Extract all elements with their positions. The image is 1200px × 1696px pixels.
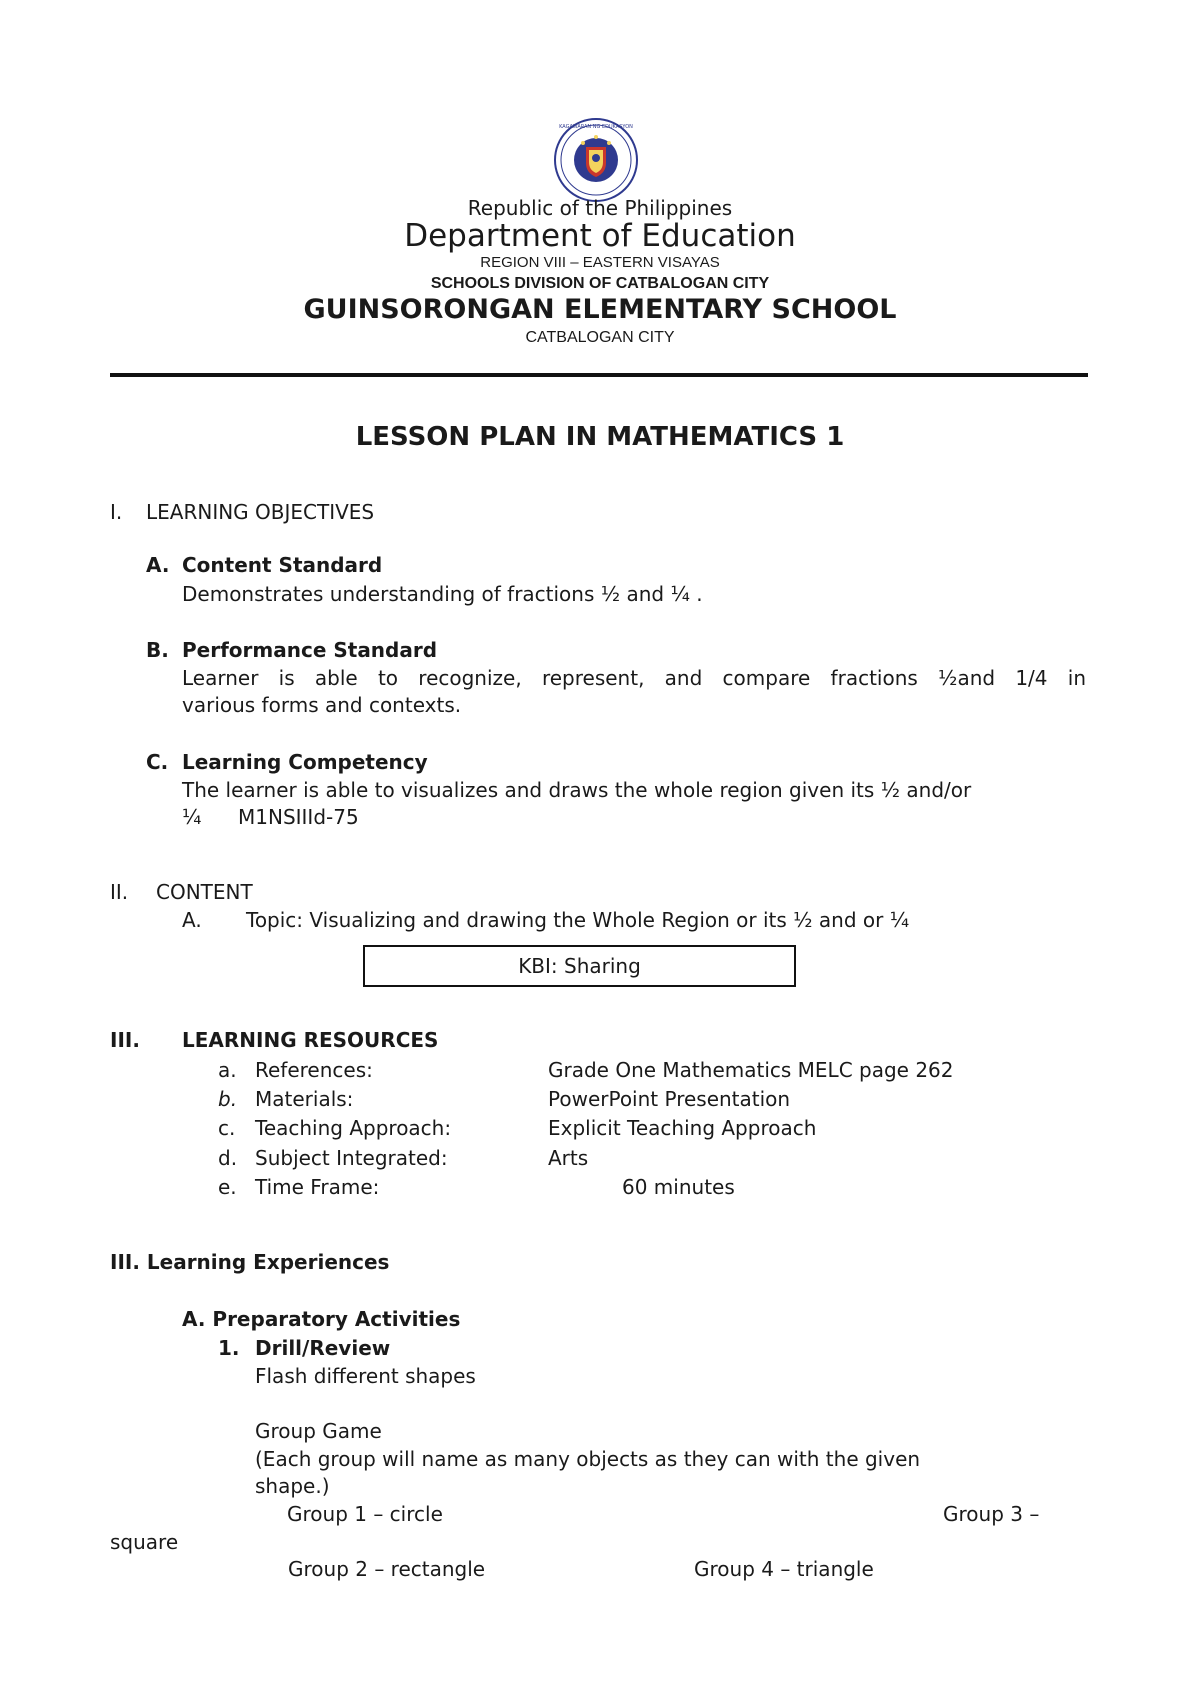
- group-game-instruction-line1: (Each group will name as many objects as they can with the given: [255, 1447, 921, 1471]
- learning-competency-heading: Learning Competency: [182, 750, 428, 774]
- resource-letter: b.: [218, 1087, 238, 1111]
- objectives-numeral: I.: [110, 500, 123, 524]
- topic-text: Topic: Visualizing and drawing the Whole Region or its ½ and or ¼: [246, 908, 910, 932]
- city-line: CATBALOGAN CITY: [525, 329, 675, 346]
- school-name: GUINSORONGAN ELEMENTARY SCHOOL: [303, 294, 897, 325]
- resource-letter: d.: [218, 1146, 238, 1170]
- learning-competency-fraction: ¼: [182, 805, 202, 829]
- learning-competency-letter: C.: [146, 750, 169, 774]
- resource-label: Materials:: [255, 1087, 354, 1111]
- topic-letter: A.: [182, 908, 202, 932]
- drill-heading: Drill/Review: [255, 1336, 391, 1360]
- group-game-instruction-line2: shape.): [255, 1474, 330, 1498]
- content-standard-heading: Content Standard: [182, 553, 383, 577]
- learning-competency-code: M1NSIIId-75: [238, 805, 359, 829]
- drill-number: 1.: [218, 1336, 240, 1360]
- performance-standard-text-line2: various forms and contexts.: [182, 693, 462, 717]
- resources-numeral: III.: [110, 1028, 140, 1052]
- kbi-box: KBI: Sharing: [363, 945, 796, 987]
- group-game-label: Group Game: [255, 1419, 382, 1443]
- republic-line: Republic of the Philippines: [467, 196, 733, 220]
- page-title: LESSON PLAN IN MATHEMATICS 1: [355, 422, 845, 452]
- group-4: Group 4 – triangle: [694, 1557, 874, 1581]
- region-line: REGION VIII – EASTERN VISAYAS: [480, 254, 720, 271]
- group-2: Group 2 – rectangle: [288, 1557, 486, 1581]
- resource-value: 60 minutes: [622, 1175, 735, 1199]
- content-heading: CONTENT: [156, 880, 253, 904]
- resource-label: Teaching Approach:: [255, 1116, 452, 1140]
- resource-label: Subject Integrated:: [255, 1146, 448, 1170]
- content-standard-letter: A.: [146, 553, 170, 577]
- header-divider: [110, 373, 1088, 377]
- experiences-heading: III. Learning Experiences: [110, 1250, 390, 1274]
- resource-value: Grade One Mathematics MELC page 262: [548, 1058, 954, 1082]
- deped-seal-logo: [553, 117, 639, 203]
- group-3: Group 3 –: [943, 1502, 1040, 1526]
- department-name: Department of Education: [404, 218, 796, 254]
- content-standard-text: Demonstrates understanding of fractions ½ and ¼ .: [182, 582, 703, 606]
- resources-heading: LEARNING RESOURCES: [182, 1028, 439, 1052]
- resource-value: PowerPoint Presentation: [548, 1087, 791, 1111]
- seal-text: KAGAWARAN NG EDUKASYON: [559, 124, 633, 130]
- performance-standard-text-line1: Learner is able to recognize, represent, and compare fractions ½and 1/4 in: [182, 666, 1086, 690]
- objectives-heading: LEARNING OBJECTIVES: [146, 500, 375, 524]
- performance-standard-letter: B.: [146, 638, 169, 662]
- preparatory-heading: A. Preparatory Activities: [182, 1307, 461, 1331]
- content-numeral: II.: [110, 880, 129, 904]
- resource-label: Time Frame:: [255, 1175, 380, 1199]
- resource-value: Explicit Teaching Approach: [548, 1116, 817, 1140]
- resource-label: References:: [255, 1058, 373, 1082]
- group-1: Group 1 – circle: [287, 1502, 443, 1526]
- group-3-continued: square: [110, 1530, 179, 1554]
- flash-text: Flash different shapes: [255, 1364, 476, 1388]
- performance-standard-heading: Performance Standard: [182, 638, 438, 662]
- division-line: SCHOOLS DIVISION OF CATBALOGAN CITY: [430, 275, 770, 292]
- resource-value: Arts: [548, 1146, 589, 1170]
- resource-letter: a.: [218, 1058, 237, 1082]
- learning-competency-text-line1: The learner is able to visualizes and draws the whole region given its ½ and/or: [182, 778, 972, 802]
- resource-letter: c.: [218, 1116, 236, 1140]
- resource-letter: e.: [218, 1175, 237, 1199]
